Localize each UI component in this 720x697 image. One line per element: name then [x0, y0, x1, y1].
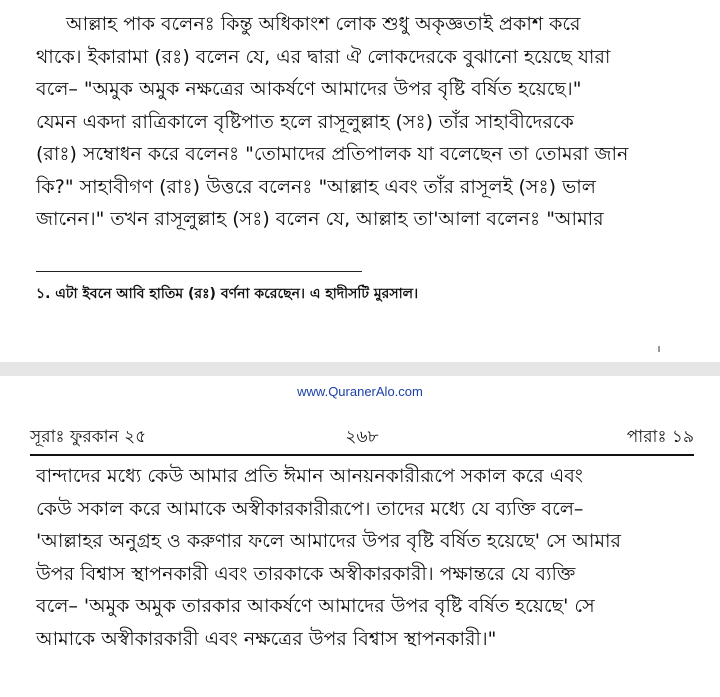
text-line: বলে– "অমুক অমুক নক্ষত্রের আকর্ষণে আমাদের উপর বৃষ্টি বর্ষিত হয়েছে।" [36, 78, 582, 100]
para-label: পারাঃ ১৯ [626, 427, 694, 447]
text-line: কেউ সকাল করে আমাকে অস্বীকারকারীরূপে। তাদের মধ্যে যে ব্যক্তি বলে– [36, 497, 584, 520]
text-line: যেমন একদা রাত্রিকালে বৃষ্টিপাত হলে রাসূলুল্লাহ (সঃ) তাঁর সাহাবীদেরকে [36, 110, 574, 133]
text-line: আল্লাহ পাক বলেনঃ কিন্তু অধিকাংশ লোক শুধু অকৃজ্ঞতাই প্রকাশ করে [66, 13, 581, 35]
page-gap [0, 362, 720, 376]
text-line: বান্দাদের মধ্যে কেউ আমার প্রতি ঈমান আনয়নকারীরূপে সকাল করে এবং [36, 465, 583, 487]
text-line: উপর বিশ্বাস স্থাপনকারী এবং তারকাকে অস্বীকারকারী। পক্ষান্তরে যে ব্যক্তি [36, 562, 576, 585]
watermark-link[interactable]: www.QuranerAlo.com [297, 384, 423, 399]
scan-speck [658, 346, 660, 352]
footnote-divider [36, 271, 362, 272]
text-line: থাকে। ইকারামা (রঃ) বলেন যে, এর দ্বারা ঐ লোকদেরকে বুঝানো হয়েছে যারা [36, 45, 611, 68]
top-paragraph [36, 8, 696, 236]
header-divider [30, 454, 694, 456]
bottom-page [0, 376, 720, 697]
text-line: জানেন।" তখন রাসূলুল্লাহ (সঃ) বলেন যে, আল্লাহ তা'আলা বলেনঃ "আমার [36, 208, 604, 230]
surah-label: সূরাঃ ফুরকান ২৫ [30, 427, 147, 447]
text-line: আমাকে অস্বীকারকারী এবং নক্ষত্রের উপর বিশ্বাস স্থাপনকারী।" [36, 627, 497, 650]
text-line: 'আল্লাহর অনুগ্রহ ও করুণার ফলে আমাদের উপর বৃষ্টি বর্ষিত হয়েছে' সে আমার [36, 530, 621, 552]
text-line: (রাঃ) সম্বোধন করে বলেনঃ "তোমাদের প্রতিপালক যা বলেছেন তা তোমরা জান [36, 143, 629, 165]
text-line: বলে– 'অমুক অমুক তারকার আকর্ষণে আমাদের উপর বৃষ্টি বর্ষিত হয়েছে' সে [36, 595, 595, 617]
text-line: কি?" সাহাবীগণ (রাঃ) উত্তরে বলেনঃ "আল্লাহ এবং তাঁর রাসূলই (সঃ) ভাল [36, 175, 596, 198]
page-number: ২৬৮ [345, 427, 379, 447]
bottom-paragraph [36, 460, 696, 655]
footnote: ১. এটা ইবনে আবি হাতিম (রঃ) বর্ণনা করেছেন। এ হাদীসটি মুরসাল। [36, 286, 419, 302]
page-header [30, 424, 694, 452]
